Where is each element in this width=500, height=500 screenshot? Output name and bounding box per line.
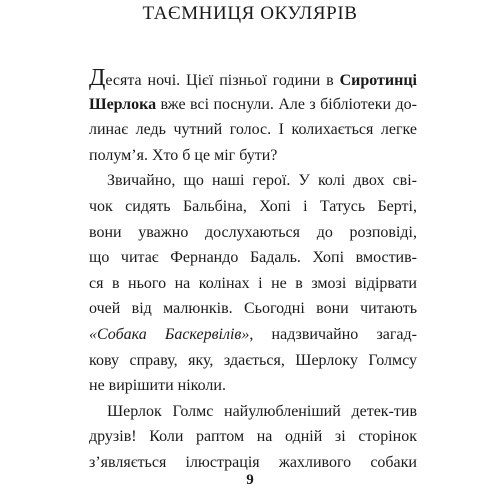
text-line bbox=[89, 168, 417, 194]
text-run: чок сидять Бальбіна, Хопі і Татусь Берті, bbox=[89, 197, 417, 215]
body-text bbox=[89, 66, 417, 476]
paragraph bbox=[89, 399, 417, 476]
text-run: , надзвичайно загад- bbox=[249, 325, 418, 343]
text-line bbox=[89, 399, 417, 425]
text-run: друзів! Коли раптом на одній зі сторінок bbox=[89, 428, 417, 446]
drop-cap: Д bbox=[89, 65, 106, 91]
text-line bbox=[89, 245, 417, 271]
text-run: вони уважно дослухаються до розповіді, bbox=[89, 223, 417, 241]
text-line bbox=[89, 296, 417, 322]
text-run: Звичайно, що наші герої. У колі двох сві- bbox=[107, 172, 417, 190]
text-line bbox=[89, 424, 417, 450]
bold-text: Шерлока bbox=[89, 95, 157, 113]
text-run: ся в нього на колінах і не в змозі відірвати bbox=[89, 274, 417, 292]
text-line bbox=[89, 271, 417, 297]
text-run: кову справу, яку, здається, Шерлоку Голмсу bbox=[89, 351, 417, 369]
bold-text: Сиротинці bbox=[339, 72, 417, 89]
text-line bbox=[89, 66, 417, 92]
text-run: полум’я. Хто б це міг бути? bbox=[89, 146, 278, 164]
paragraph bbox=[89, 168, 417, 398]
text-run: очей від малюнків. Сьогодні вони читають bbox=[89, 300, 417, 318]
italic-text: «Собака Баскервілів» bbox=[89, 325, 250, 343]
paragraph bbox=[89, 66, 417, 168]
text-line bbox=[89, 92, 417, 118]
text-run: що читає Фернандо Бадаль. Хопі вмостив- bbox=[89, 249, 417, 267]
text-line bbox=[89, 220, 417, 246]
text-run: линає ледь чутний голос. І колихається легке bbox=[89, 121, 417, 139]
text-line bbox=[89, 322, 417, 348]
page-number: 9 bbox=[246, 472, 254, 488]
text-line bbox=[89, 143, 417, 169]
text-run: есята ночі. Цієї пізньої години в bbox=[105, 72, 340, 89]
text-run: не вирішити ніколи. bbox=[89, 377, 226, 395]
text-run: вже всі поснули. Але з бібліотеки до- bbox=[156, 95, 417, 113]
text-line bbox=[89, 373, 417, 399]
chapter-title: ТАЄМНИЦЯ ОКУЛЯРІВ bbox=[142, 3, 358, 24]
text-line bbox=[89, 194, 417, 220]
text-line bbox=[89, 117, 417, 143]
text-run: з’являється ілюстрація жахливого собаки bbox=[89, 453, 417, 471]
text-line bbox=[89, 348, 417, 374]
text-run: Шерлок Голмс найулюбленіший детек-тив bbox=[107, 402, 417, 420]
